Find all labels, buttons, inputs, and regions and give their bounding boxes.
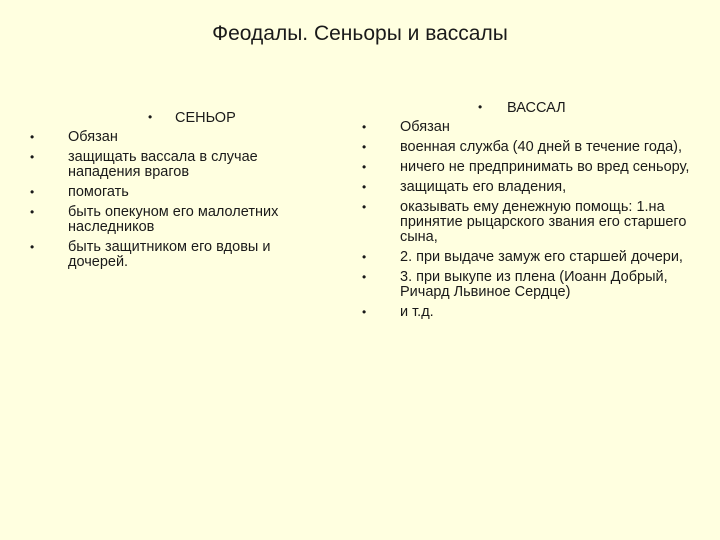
list-item bbox=[30, 240, 320, 270]
list-item bbox=[30, 150, 320, 180]
list-item-text: военная служба (40 дней в течение года), bbox=[400, 139, 683, 155]
vassal-heading bbox=[362, 100, 697, 120]
bullet-icon: • bbox=[362, 305, 367, 319]
bullet-icon: • bbox=[362, 250, 367, 264]
list-item-text: 3. при выкупе из плена (Иоанн Добрый, Ричард Львиное Сердце) bbox=[400, 269, 668, 300]
list-item-text: ничего не предпринимать во вред сеньору, bbox=[400, 159, 690, 175]
list-item-text: оказывать ему денежную помощь: 1.на принятие рыцарского звания его старшего сына, bbox=[400, 199, 687, 245]
bullet-icon: • bbox=[30, 205, 35, 219]
bullet-icon: • bbox=[362, 160, 367, 174]
bullet-icon: • bbox=[30, 185, 35, 199]
bullet-icon: • bbox=[362, 200, 367, 214]
bullet-icon: • bbox=[362, 270, 367, 284]
list-item-text: защищать вассала в случае нападения врагов bbox=[68, 149, 258, 180]
list-item bbox=[362, 140, 697, 155]
list-item bbox=[362, 180, 697, 195]
list-item bbox=[362, 160, 697, 175]
seigneur-heading-text: СЕНЬОР bbox=[175, 110, 236, 126]
vassal-duties-list bbox=[362, 120, 697, 320]
bullet-icon: • bbox=[30, 130, 35, 144]
list-item bbox=[362, 305, 697, 320]
list-item-text: помогать bbox=[68, 184, 129, 200]
list-item bbox=[362, 120, 697, 135]
bullet-icon: • bbox=[30, 150, 35, 164]
heading-bullet: • bbox=[478, 100, 483, 114]
list-item-text: 2. при выдаче замуж его старшей дочери, bbox=[400, 249, 683, 265]
vassal-heading-text: ВАССАЛ bbox=[507, 100, 566, 116]
list-item bbox=[362, 250, 697, 265]
list-item bbox=[30, 185, 320, 200]
bullet-icon: • bbox=[30, 240, 35, 254]
list-item-text: Обязан bbox=[400, 119, 450, 135]
list-item bbox=[362, 200, 697, 245]
list-item bbox=[30, 205, 320, 235]
list-item-text: Обязан bbox=[68, 129, 118, 145]
seigneur-heading bbox=[30, 110, 320, 130]
slide-title: Феодалы. Сеньоры и вассалы bbox=[212, 22, 508, 45]
bullet-icon: • bbox=[362, 140, 367, 154]
vassal-column bbox=[362, 100, 697, 325]
list-item-text: быть защитником его вдовы и дочерей. bbox=[68, 239, 271, 270]
bullet-icon: • bbox=[362, 180, 367, 194]
list-item bbox=[362, 270, 697, 300]
seigneur-column bbox=[30, 110, 320, 275]
seigneur-duties-list bbox=[30, 130, 320, 270]
bullet-icon: • bbox=[362, 120, 367, 134]
list-item-text: и т.д. bbox=[400, 304, 434, 320]
list-item-text: быть опекуном его малолетних наследников bbox=[68, 204, 279, 235]
list-item bbox=[30, 130, 320, 145]
list-item-text: защищать его владения, bbox=[400, 179, 567, 195]
heading-bullet: • bbox=[148, 110, 153, 124]
